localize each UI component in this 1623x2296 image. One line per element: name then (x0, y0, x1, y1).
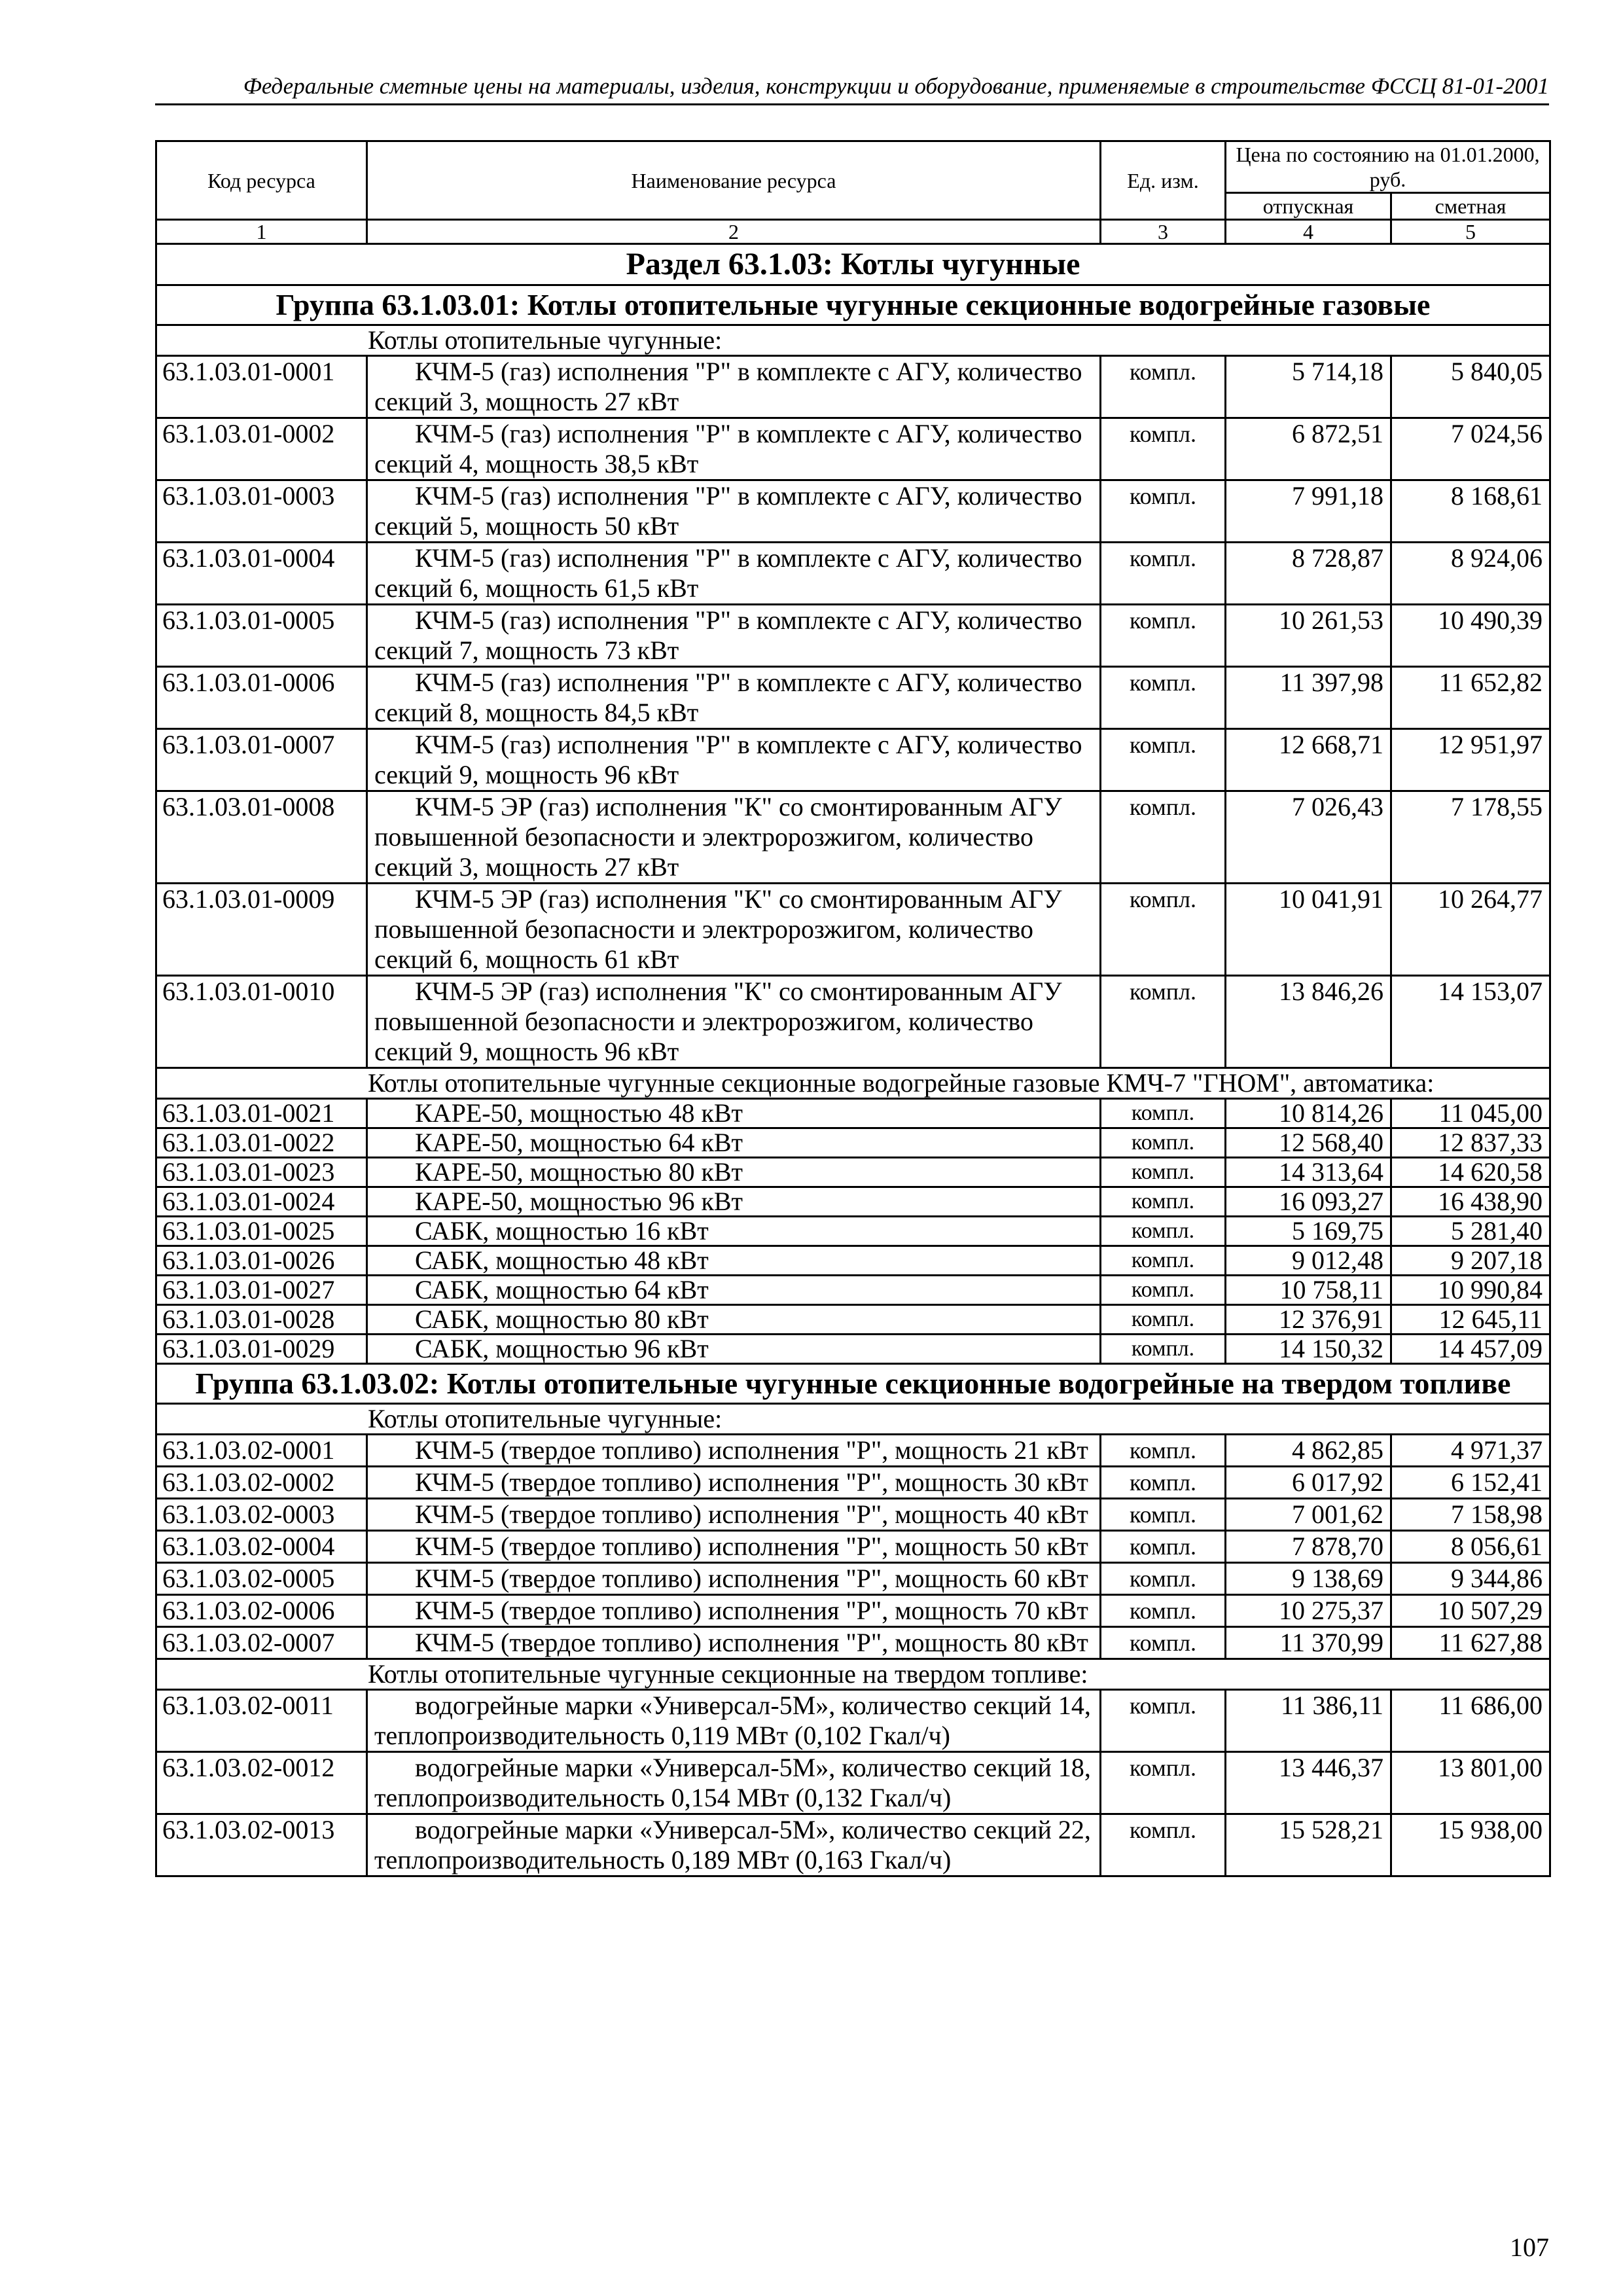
resource-name: КЧМ-5 (твердое топливо) исполнения "Р", мощность 70 кВт (367, 1595, 1101, 1627)
resource-name: САБК, мощностью 16 кВт (367, 1217, 1101, 1246)
resource-name: КЧМ-5 (газ) исполнения "Р" в комплекте с АГУ, количество секций 4, мощность 38,5 кВт (367, 418, 1101, 480)
unit: компл. (1101, 1627, 1226, 1659)
table-row (156, 1305, 1550, 1335)
estimate-price: 14 620,58 (1391, 1158, 1550, 1187)
subheading-row (156, 1068, 1550, 1099)
column-number: 2 (367, 220, 1101, 244)
table-row (156, 1335, 1550, 1364)
subheading-row (156, 1659, 1550, 1690)
table-row (156, 1099, 1550, 1128)
running-header: Федеральные сметные цены на материалы, изделия, конструкции и оборудование, применяемые в строительстве ФССЦ 81-01-2001 (155, 73, 1549, 105)
unit: компл. (1101, 1690, 1226, 1752)
column-number: 5 (1391, 220, 1550, 244)
resource-name: водогрейные марки «Универсал-5М», количество секций 18, теплопроизводительность 0,154 МВт (0,132 Гкал/ч) (367, 1752, 1101, 1814)
resource-code: 63.1.03.01-0002 (156, 418, 367, 480)
estimate-price: 13 801,00 (1391, 1752, 1550, 1814)
resource-name: КЧМ-5 (газ) исполнения "Р" в комплекте с АГУ, количество секций 6, мощность 61,5 кВт (367, 543, 1101, 605)
subheading-row (156, 1404, 1550, 1435)
resource-code: 63.1.03.01-0009 (156, 884, 367, 976)
estimate-price: 7 158,98 (1391, 1499, 1550, 1531)
resource-code: 63.1.03.01-0022 (156, 1128, 367, 1158)
resource-code: 63.1.03.01-0024 (156, 1187, 367, 1217)
table-row (156, 791, 1550, 884)
unit: компл. (1101, 1335, 1226, 1364)
table-row (156, 1217, 1550, 1246)
resource-code: 63.1.03.01-0010 (156, 976, 367, 1068)
estimate-price: 8 056,61 (1391, 1531, 1550, 1563)
release-price: 12 568,40 (1226, 1128, 1391, 1158)
resource-code: 63.1.03.01-0008 (156, 791, 367, 884)
table-row (156, 480, 1550, 543)
price-table (155, 140, 1551, 1877)
release-price: 4 862,85 (1226, 1435, 1391, 1467)
estimate-price: 10 990,84 (1391, 1276, 1550, 1305)
estimate-price: 9 344,86 (1391, 1563, 1550, 1595)
release-price: 6 017,92 (1226, 1467, 1391, 1499)
resource-code: 63.1.03.02-0004 (156, 1531, 367, 1563)
resource-code: 63.1.03.01-0028 (156, 1305, 367, 1335)
release-price: 13 846,26 (1226, 976, 1391, 1068)
table-row (156, 356, 1550, 418)
estimate-price: 11 686,00 (1391, 1690, 1550, 1752)
resource-name: САБК, мощностью 80 кВт (367, 1305, 1101, 1335)
release-price: 10 758,11 (1226, 1276, 1391, 1305)
unit: компл. (1101, 884, 1226, 976)
group-title: Группа 63.1.03.01: Котлы отопительные чугунные секционные водогрейные газовые (156, 285, 1550, 325)
table-row (156, 418, 1550, 480)
resource-code: 63.1.03.01-0025 (156, 1217, 367, 1246)
sub-title: Котлы отопительные чугунные секционные на твердом топливе: (156, 1659, 1550, 1690)
release-price: 5 169,75 (1226, 1217, 1391, 1246)
header-row (156, 141, 1550, 193)
resource-name: КЧМ-5 ЭР (газ) исполнения "К" со смонтированным АГУ повышенной безопасности и электророзжигом, количество секций 6, мощность 61 кВт (367, 884, 1101, 976)
table-row (156, 1595, 1550, 1627)
table-row (156, 667, 1550, 729)
estimate-price: 10 490,39 (1391, 605, 1550, 667)
header-release-price: отпускная (1226, 193, 1391, 220)
resource-code: 63.1.03.01-0027 (156, 1276, 367, 1305)
table-row (156, 1690, 1550, 1752)
section-heading-row (156, 244, 1550, 285)
release-price: 11 386,11 (1226, 1690, 1391, 1752)
release-price: 16 093,27 (1226, 1187, 1391, 1217)
section-title: Раздел 63.1.03: Котлы чугунные (156, 244, 1550, 285)
unit: компл. (1101, 1531, 1226, 1563)
resource-code: 63.1.03.01-0004 (156, 543, 367, 605)
header-price: Цена по состоянию на 01.01.2000, руб. (1226, 141, 1550, 193)
release-price: 10 814,26 (1226, 1099, 1391, 1128)
resource-name: КЧМ-5 (газ) исполнения "Р" в комплекте с АГУ, количество секций 8, мощность 84,5 кВт (367, 667, 1101, 729)
unit: компл. (1101, 543, 1226, 605)
sub-title: Котлы отопительные чугунные секционные водогрейные газовые КМЧ-7 "ГНОМ", автоматика: (156, 1068, 1550, 1099)
release-price: 5 714,18 (1226, 356, 1391, 418)
unit: компл. (1101, 1099, 1226, 1128)
release-price: 9 138,69 (1226, 1563, 1391, 1595)
group-title: Группа 63.1.03.02: Котлы отопительные чугунные секционные водогрейные на твердом топливе (156, 1364, 1550, 1404)
resource-name: КЧМ-5 (газ) исполнения "Р" в комплекте с АГУ, количество секций 5, мощность 50 кВт (367, 480, 1101, 543)
unit: компл. (1101, 1158, 1226, 1187)
sub-title: Котлы отопительные чугунные: (156, 1404, 1550, 1435)
resource-name: КЧМ-5 (твердое топливо) исполнения "Р", мощность 60 кВт (367, 1563, 1101, 1595)
estimate-price: 10 507,29 (1391, 1595, 1550, 1627)
unit: компл. (1101, 605, 1226, 667)
table-row (156, 1276, 1550, 1305)
estimate-price: 11 652,82 (1391, 667, 1550, 729)
resource-code: 63.1.03.02-0005 (156, 1563, 367, 1595)
resource-name: КЧМ-5 (твердое топливо) исполнения "Р", мощность 50 кВт (367, 1531, 1101, 1563)
header-name: Наименование ресурса (367, 141, 1101, 220)
release-price: 7 001,62 (1226, 1499, 1391, 1531)
table-row (156, 1752, 1550, 1814)
resource-code: 63.1.03.02-0002 (156, 1467, 367, 1499)
resource-name: КАРЕ-50, мощностью 64 кВт (367, 1128, 1101, 1158)
release-price: 10 041,91 (1226, 884, 1391, 976)
table-row (156, 1435, 1550, 1467)
unit: компл. (1101, 356, 1226, 418)
subheading-row (156, 325, 1550, 356)
column-number: 1 (156, 220, 367, 244)
estimate-price: 7 024,56 (1391, 418, 1550, 480)
resource-code: 63.1.03.01-0006 (156, 667, 367, 729)
resource-name: САБК, мощностью 64 кВт (367, 1276, 1101, 1305)
release-price: 15 528,21 (1226, 1814, 1391, 1876)
estimate-price: 5 281,40 (1391, 1217, 1550, 1246)
header-code: Код ресурса (156, 141, 367, 220)
unit: компл. (1101, 1814, 1226, 1876)
resource-name: водогрейные марки «Универсал-5М», количество секций 14, теплопроизводительность 0,119 МВт (0,102 Гкал/ч) (367, 1690, 1101, 1752)
resource-name: КАРЕ-50, мощностью 48 кВт (367, 1099, 1101, 1128)
column-number: 3 (1101, 220, 1226, 244)
estimate-price: 12 837,33 (1391, 1128, 1550, 1158)
unit: компл. (1101, 1246, 1226, 1276)
resource-code: 63.1.03.01-0001 (156, 356, 367, 418)
resource-code: 63.1.03.02-0003 (156, 1499, 367, 1531)
page-number: 107 (1510, 2233, 1549, 2262)
release-price: 7 878,70 (1226, 1531, 1391, 1563)
unit: компл. (1101, 791, 1226, 884)
resource-name: КЧМ-5 (газ) исполнения "Р" в комплекте с АГУ, количество секций 3, мощность 27 кВт (367, 356, 1101, 418)
release-price: 11 397,98 (1226, 667, 1391, 729)
resource-code: 63.1.03.01-0023 (156, 1158, 367, 1187)
table-row (156, 1128, 1550, 1158)
estimate-price: 14 153,07 (1391, 976, 1550, 1068)
unit: компл. (1101, 667, 1226, 729)
release-price: 6 872,51 (1226, 418, 1391, 480)
release-price: 14 313,64 (1226, 1158, 1391, 1187)
unit: компл. (1101, 1499, 1226, 1531)
group-heading-row (156, 285, 1550, 325)
estimate-price: 7 178,55 (1391, 791, 1550, 884)
release-price: 7 991,18 (1226, 480, 1391, 543)
estimate-price: 16 438,90 (1391, 1187, 1550, 1217)
estimate-price: 14 457,09 (1391, 1335, 1550, 1364)
resource-code: 63.1.03.01-0003 (156, 480, 367, 543)
estimate-price: 9 207,18 (1391, 1246, 1550, 1276)
unit: компл. (1101, 418, 1226, 480)
resource-name: КАРЕ-50, мощностью 96 кВт (367, 1187, 1101, 1217)
estimate-price: 11 627,88 (1391, 1627, 1550, 1659)
resource-code: 63.1.03.02-0007 (156, 1627, 367, 1659)
release-price: 11 370,99 (1226, 1627, 1391, 1659)
resource-code: 63.1.03.01-0021 (156, 1099, 367, 1128)
header-estimate-price: сметная (1391, 193, 1550, 220)
release-price: 8 728,87 (1226, 543, 1391, 605)
estimate-price: 8 168,61 (1391, 480, 1550, 543)
unit: компл. (1101, 1187, 1226, 1217)
sub-title: Котлы отопительные чугунные: (156, 325, 1550, 356)
unit: компл. (1101, 1217, 1226, 1246)
resource-name: водогрейные марки «Универсал-5М», количество секций 22, теплопроизводительность 0,189 МВт (0,163 Гкал/ч) (367, 1814, 1101, 1876)
estimate-price: 11 045,00 (1391, 1099, 1550, 1128)
resource-code: 63.1.03.01-0026 (156, 1246, 367, 1276)
estimate-price: 15 938,00 (1391, 1814, 1550, 1876)
resource-code: 63.1.03.02-0001 (156, 1435, 367, 1467)
unit: компл. (1101, 1128, 1226, 1158)
release-price: 9 012,48 (1226, 1246, 1391, 1276)
unit: компл. (1101, 1595, 1226, 1627)
resource-code: 63.1.03.02-0006 (156, 1595, 367, 1627)
table-row (156, 605, 1550, 667)
table-row (156, 976, 1550, 1068)
table-row (156, 1563, 1550, 1595)
table-row (156, 1499, 1550, 1531)
resource-code: 63.1.03.02-0011 (156, 1690, 367, 1752)
resource-code: 63.1.03.02-0013 (156, 1814, 367, 1876)
table-row (156, 1187, 1550, 1217)
release-price: 10 275,37 (1226, 1595, 1391, 1627)
unit: компл. (1101, 976, 1226, 1068)
release-price: 14 150,32 (1226, 1335, 1391, 1364)
estimate-price: 6 152,41 (1391, 1467, 1550, 1499)
resource-name: КЧМ-5 (газ) исполнения "Р" в комплекте с АГУ, количество секций 7, мощность 73 кВт (367, 605, 1101, 667)
resource-name: КЧМ-5 ЭР (газ) исполнения "К" со смонтированным АГУ повышенной безопасности и электророзжигом, количество секций 9, мощность 96 кВт (367, 976, 1101, 1068)
resource-code: 63.1.03.01-0007 (156, 729, 367, 791)
column-number-row (156, 220, 1550, 244)
release-price: 12 668,71 (1226, 729, 1391, 791)
resource-name: КЧМ-5 (твердое топливо) исполнения "Р", мощность 21 кВт (367, 1435, 1101, 1467)
table-row (156, 1467, 1550, 1499)
table-row (156, 1627, 1550, 1659)
unit: компл. (1101, 1752, 1226, 1814)
resource-name: КЧМ-5 (газ) исполнения "Р" в комплекте с АГУ, количество секций 9, мощность 96 кВт (367, 729, 1101, 791)
release-price: 13 446,37 (1226, 1752, 1391, 1814)
estimate-price: 4 971,37 (1391, 1435, 1550, 1467)
unit: компл. (1101, 1563, 1226, 1595)
resource-name: САБК, мощностью 48 кВт (367, 1246, 1101, 1276)
unit: компл. (1101, 480, 1226, 543)
unit: компл. (1101, 1276, 1226, 1305)
header-unit: Ед. изм. (1101, 141, 1226, 220)
estimate-price: 12 951,97 (1391, 729, 1550, 791)
table-row (156, 1531, 1550, 1563)
estimate-price: 5 840,05 (1391, 356, 1550, 418)
table-row (156, 1814, 1550, 1876)
resource-name: КЧМ-5 (твердое топливо) исполнения "Р", мощность 80 кВт (367, 1627, 1101, 1659)
table-row (156, 729, 1550, 791)
table-row (156, 884, 1550, 976)
resource-name: КЧМ-5 (твердое топливо) исполнения "Р", мощность 30 кВт (367, 1467, 1101, 1499)
group-heading-row (156, 1364, 1550, 1404)
release-price: 12 376,91 (1226, 1305, 1391, 1335)
release-price: 7 026,43 (1226, 791, 1391, 884)
estimate-price: 12 645,11 (1391, 1305, 1550, 1335)
table-row (156, 1158, 1550, 1187)
resource-name: КАРЕ-50, мощностью 80 кВт (367, 1158, 1101, 1187)
estimate-price: 8 924,06 (1391, 543, 1550, 605)
unit: компл. (1101, 1467, 1226, 1499)
unit: компл. (1101, 1305, 1226, 1335)
resource-code: 63.1.03.01-0005 (156, 605, 367, 667)
estimate-price: 10 264,77 (1391, 884, 1550, 976)
table-row (156, 1246, 1550, 1276)
resource-code: 63.1.03.01-0029 (156, 1335, 367, 1364)
resource-name: КЧМ-5 (твердое топливо) исполнения "Р", мощность 40 кВт (367, 1499, 1101, 1531)
table-row (156, 543, 1550, 605)
resource-name: КЧМ-5 ЭР (газ) исполнения "К" со смонтированным АГУ повышенной безопасности и электророзжигом, количество секций 3, мощность 27 кВт (367, 791, 1101, 884)
unit: компл. (1101, 1435, 1226, 1467)
column-number: 4 (1226, 220, 1391, 244)
unit: компл. (1101, 729, 1226, 791)
release-price: 10 261,53 (1226, 605, 1391, 667)
resource-name: САБК, мощностью 96 кВт (367, 1335, 1101, 1364)
resource-code: 63.1.03.02-0012 (156, 1752, 367, 1814)
